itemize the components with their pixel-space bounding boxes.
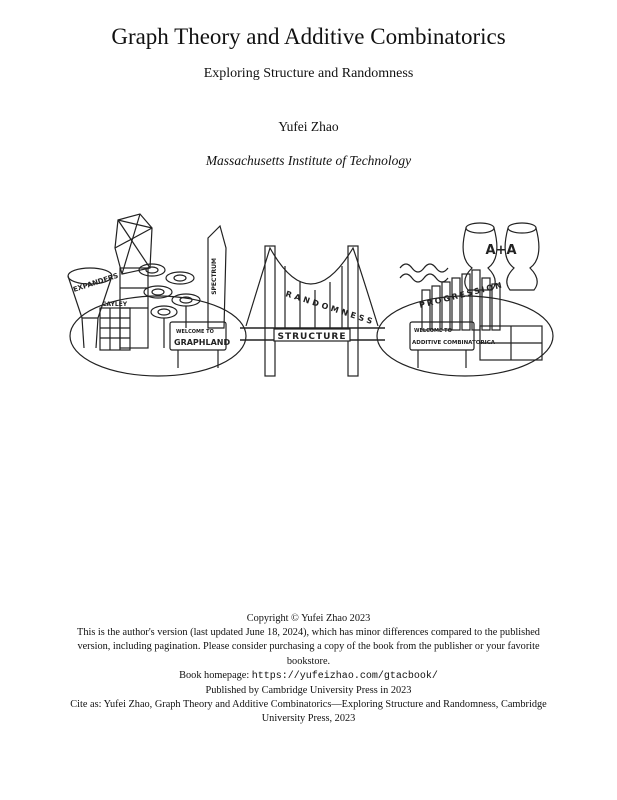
spectrum-sign: SPECTRUM [211, 258, 218, 295]
expanders-sign: EXPANDERS [72, 271, 120, 294]
graphland-welcome: WELCOME TO [176, 329, 214, 335]
progression-label: PROGRESSION [418, 280, 505, 310]
homepage-line [62, 669, 555, 684]
homepage-url[interactable]: https://yufeizhao.com/gtacbook/ [251, 670, 438, 682]
cayley-building [100, 308, 130, 350]
additive-welcome: WELCOME TO [414, 328, 452, 334]
book-title: Graph Theory and Additive Combinatorics [111, 24, 506, 49]
copyright-block [62, 612, 555, 727]
cayley-sign: CAYLEY [102, 301, 128, 308]
wave-lines [400, 264, 448, 282]
graphland-name: GRAPHLAND [174, 338, 231, 347]
version-note: This is the author's version (last updated June 18, 2024), which has minor differences compared to the published version, including pagination. Please consider purchasing a copy of the book from the publisher or your favorite bookstore. [77, 627, 540, 667]
illustration-svg [60, 208, 560, 393]
right-island [377, 296, 553, 376]
publisher-line: Published by Cambridge University Press in 2023 [205, 685, 412, 697]
cover-illustration [60, 208, 560, 393]
a-plus-a-label: A+A [485, 243, 517, 258]
citation-line: Cite as: Yufei Zhao, Graph Theory and Additive Combinatorics—Exploring Structure and Randomness, Cambridge University Press, 2023 [70, 699, 547, 725]
bridge [240, 246, 385, 376]
homepage-label: Book homepage: [179, 669, 252, 681]
book-subtitle: Exploring Structure and Randomness [203, 66, 414, 81]
copyright-line: Copyright © Yufei Zhao 2023 [246, 613, 371, 624]
author-name: Yufei Zhao [278, 119, 339, 134]
additive-name: ADDITIVE COMBINATORICA [412, 340, 496, 346]
bridge-arch-label: RANDOMNESS [284, 289, 377, 327]
bridge-deck-label: STRUCTURE [277, 332, 347, 342]
affiliation: Massachusetts Institute of Technology [205, 153, 412, 168]
